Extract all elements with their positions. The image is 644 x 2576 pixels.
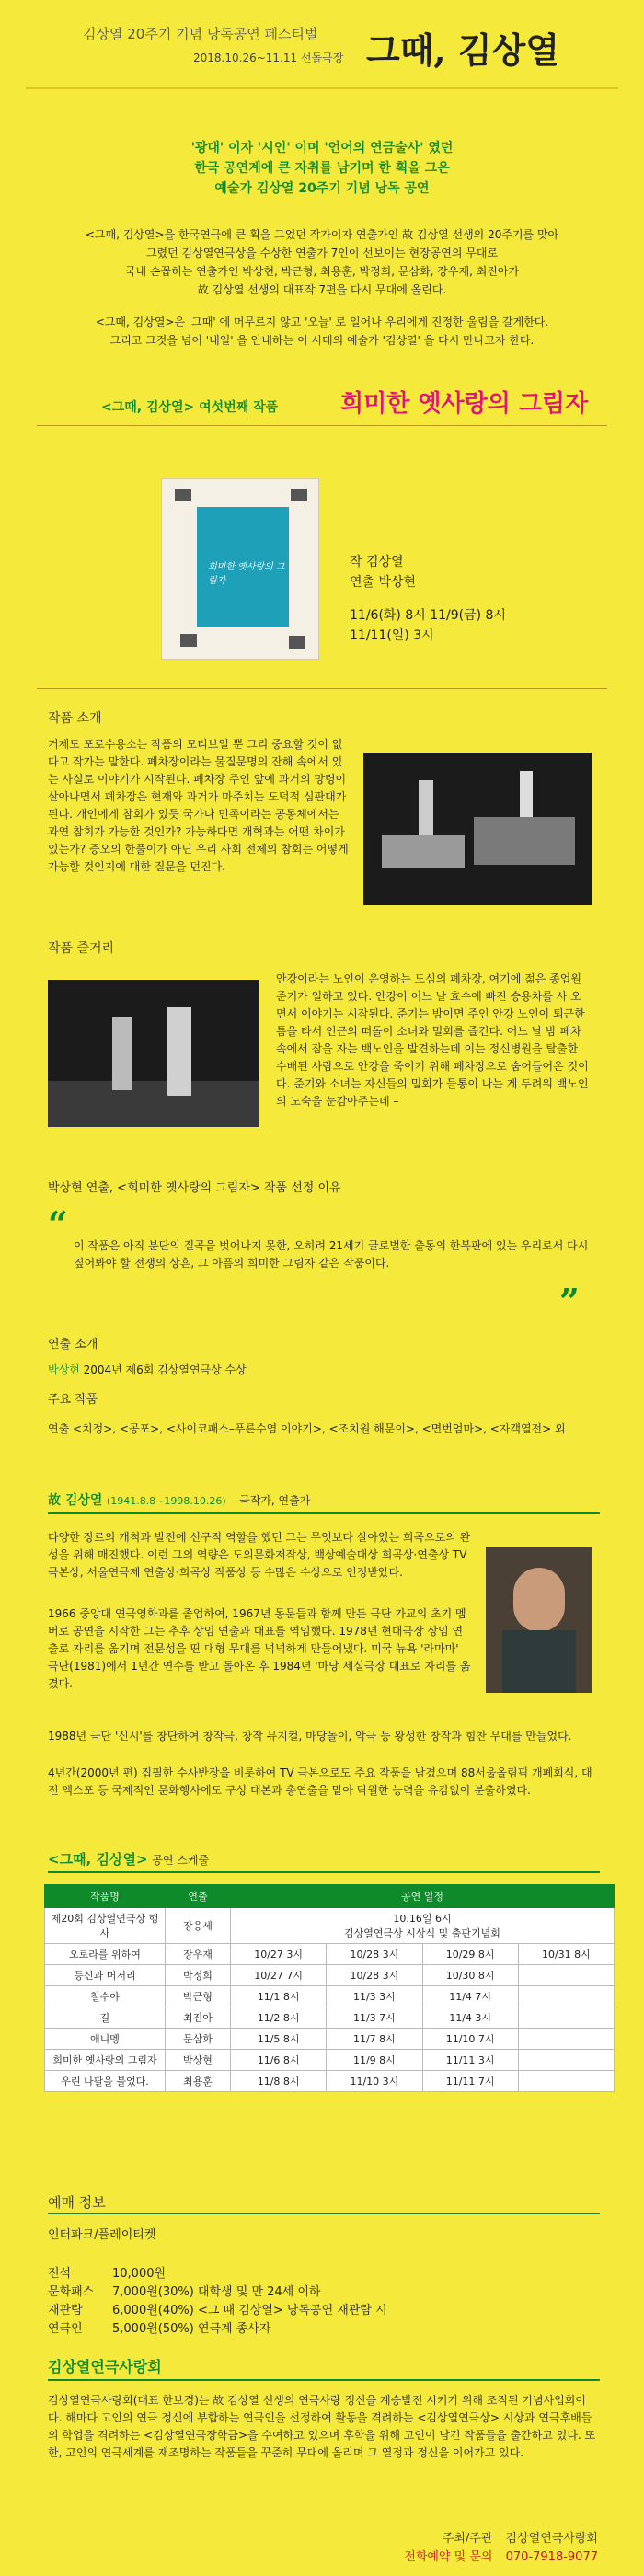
schedule-cell-director: 박상현: [166, 2050, 231, 2071]
price-label: 재관람: [48, 2304, 83, 2317]
schedule-header-director: 연출: [166, 1885, 231, 1908]
table-row: [45, 1944, 615, 1965]
price-row: [48, 2302, 387, 2320]
schedule-cell-d3: 11/11 3시: [422, 2050, 518, 2071]
schedule-cell-work: 우린 나팔을 불었다.: [45, 2071, 166, 2092]
table-row: [45, 1908, 615, 1944]
work-dates-2: 11/11(일) 3시: [350, 628, 434, 643]
contact-phone[interactable]: 070-7918-9077: [505, 2550, 598, 2564]
intro-paragraph-2: <그때, 김상열>은 '그때' 에 머무르지 않고 '오늘' 로 일어나 우리에게 진정한 울림을 갈게한다. 그리고 그것을 넘어 '내일' 을 안내하는 이 시대의 예술가 '김상열' 을 다시 만나고자 한다.: [95, 316, 549, 347]
schedule-divider: [48, 1871, 600, 1873]
schedule-cell-d1: 10/27 7시: [231, 1965, 327, 1986]
schedule-event-work: 제20회 김상열연극상 행사: [45, 1908, 166, 1944]
work-poster: [161, 478, 319, 660]
price-list: [48, 2265, 387, 2339]
director-intro-heading: 연출 소개: [48, 1338, 98, 1351]
schedule-cell-d4: [518, 2050, 614, 2071]
intro-paragraph-1: <그때, 김상열>을 한국연극에 큰 획을 그었던 작가이자 연출가인 故 김상열 선생의 20주기를 맞아 그렸던 김상열연극상을 수상한 연출가 7인이 선보이는 현장공연의 무대로 국내 손꼽히는 연출가인 박상현, 박근형, 최용훈, 박정희, 문삼화, 장우재, 최진아가 故 김상열 선생의 대표작 7편을 다시 무대에 올린다.: [85, 228, 559, 296]
memorial-p1: 다양한 장르의 개척과 발전에 선구적 역할을 했던 그는 무엇보다 살아있는 희곡으로의 완성을 위해 매진했다. 이런 그의 역량은 도의문화저작상, 백상예술대상 희곡상·연출상 TV 극본상, 서울연극제 연출상·희곡상 작품상 등 수많은 수상으로 인정받았다.: [48, 1531, 471, 1579]
schedule-cell-d4: 10/31 8시: [518, 1944, 614, 1965]
memorial-name: 故 김상열: [48, 1493, 103, 1508]
price-value: 5,000원(50%) 연극계 종사자: [112, 2322, 271, 2336]
schedule-cell-d1: 11/1 8시: [231, 1986, 327, 2007]
contact-label: 전화예약 및 문의: [404, 2550, 493, 2564]
director-award-line: [48, 1362, 247, 1379]
selection-quote: 이 작품은 아직 분단의 질곡을 벗어나지 못한, 오히려 21세기 글로벌한 출동의 한복판에 있는 우리로서 다시 짚어봐야 할 전쟁의 상흔, 그 아픔의 희미한 그림자 같은 작품이다.: [74, 1239, 589, 1270]
director-name: 박상현: [48, 1363, 80, 1376]
poster-divider: [37, 688, 607, 689]
schedule-cell-d4: [518, 2071, 614, 2092]
schedule-cell-d2: 10/28 3시: [327, 1965, 422, 1986]
schedule-cell-director: 최진아: [166, 2007, 231, 2029]
work-intro-photo: [363, 753, 592, 905]
schedule-cell-director: 박정희: [166, 1965, 231, 1986]
schedule-cell-d3: 10/30 8시: [422, 1965, 518, 1986]
schedule-cell-work: 길: [45, 2007, 166, 2029]
quote-open-icon: “: [48, 1203, 68, 1245]
schedule-cell-d4: [518, 2007, 614, 2029]
schedule-cell-d4: [518, 1965, 614, 1986]
schedule-cell-d1: 11/6 8시: [231, 2050, 327, 2071]
work-title-divider: [37, 425, 607, 426]
poster-title: 희미한 옛사랑의 그림자: [208, 562, 285, 586]
host-label: 주최/주관: [442, 2532, 493, 2546]
schedule-cell-d1: 11/5 8시: [231, 2029, 327, 2050]
schedule-cell-d3: 11/10 7시: [422, 2029, 518, 2050]
memorial-years: (1941.8.8~1998.10.26): [106, 1495, 226, 1507]
schedule-cell-d4: [518, 2029, 614, 2050]
work-title: 희미한 옛사랑의 그림자: [340, 390, 589, 418]
schedule-cell-d3: 11/4 7시: [422, 1986, 518, 2007]
price-value: 7,000원(30%) 대학생 및 만 24세 이하: [112, 2285, 321, 2299]
work-synopsis-body: 안강이라는 노인이 운영하는 도심의 폐차장, 여기에 젊은 종업원 준기가 일하고 있다. 안강이 어느 날 효수에 빠진 승용차를 사 오면서 이야기는 시작된다. 준기는 밤이면 주인 안강 노인이 퇴근한 틈을 타서 인근의 떠돌이 소녀와 밀회를 즐긴다. 어느 날 밤 폐차 속에서 잠을 자는 백노인을 발견하는데 이는 정신병원을 탈출한 수배된 사람으로 안강을 죽이기 위해 폐차장으로 숨어들어온 것이다. 준기와 소녀는 자신들의 밀회가 들통이 나는 게 두려워 백노인의 노숙을 눈감아주는데 –: [276, 972, 589, 1108]
society-divider: [48, 2379, 600, 2381]
schedule-cell-d2: 11/3 3시: [327, 1986, 422, 2007]
ticket-heading: 예매 정보: [48, 2194, 106, 2211]
schedule-cell-d3: 11/4 3시: [422, 2007, 518, 2029]
schedule-cell-director: 문삼화: [166, 2029, 231, 2050]
work-dates-1: 11/6(화) 8시 11/9(금) 8시: [350, 608, 506, 623]
festival-date: 2018.10.26~11.11 선돌극장: [193, 52, 344, 64]
major-works-list: 연출 <치정>, <공포>, <사이코패스–푸른수염 이야기>, <조치원 해문이>, <면번엄마>, <자객열전> 외: [48, 1422, 566, 1435]
festival-brand: 그때, 김상열: [366, 29, 559, 71]
ticket-site: 인터파크/플레이티켓: [48, 2228, 156, 2242]
schedule-cell-d1: 11/8 8시: [231, 2071, 327, 2092]
schedule-table-wrap: [44, 1884, 615, 2092]
work-label: <그때, 김상열> 여섯번째 작품: [101, 400, 279, 415]
schedule-cell-d2: 11/9 8시: [327, 2050, 422, 2071]
schedule-heading: [48, 1849, 209, 1869]
work-synopsis-heading: 작품 즐거리: [48, 941, 115, 956]
schedule-cell-d3: 11/11 7시: [422, 2071, 518, 2092]
memorial-p4: 4년간(2000년 편) 집필한 수사반장을 비롯하여 TV 극본으로도 주요 작품을 남겼으며 88서울올림픽 개폐회식, 대전 엑스포 등 국제적인 문화행사에도 구성 대본과 총연출을 맡아 탁월한 능력을 유감없이 분출하였다.: [48, 1766, 592, 1797]
schedule-cell-d3: 10/29 8시: [422, 1944, 518, 1965]
price-row: [48, 2265, 387, 2283]
table-row: [45, 2007, 615, 2029]
festival-subtitle: 김상열 20주기 기념 낭독공연 페스티벌: [83, 26, 318, 42]
memorial-heading: [48, 1490, 310, 1509]
selection-reason-heading: 박상현 연출, <희미한 옛사랑의 그림자> 작품 선정 이유: [48, 1181, 341, 1195]
memorial-divider: [48, 1512, 600, 1514]
schedule-cell-d4: [518, 1986, 614, 2007]
schedule-cell-director: 박근형: [166, 1986, 231, 2007]
schedule-table: [44, 1884, 615, 2092]
work-synopsis-photo: [48, 980, 259, 1127]
society-heading: 김상열연극사랑회: [48, 2358, 162, 2375]
schedule-event-detail: 10.16일 6시 김상열연극상 시상식 및 출판기념회: [231, 1908, 615, 1944]
schedule-cell-d1: 10/27 3시: [231, 1944, 327, 1965]
schedule-event-director: 장응세: [166, 1908, 231, 1944]
header-divider: [26, 87, 618, 89]
schedule-cell-d2: 11/7 8시: [327, 2029, 422, 2050]
work-director: 연출 박상현: [350, 575, 417, 590]
memorial-p3: 1988년 극단 '신시'를 창단하여 창작극, 창작 뮤지컬, 마당놀이, 악극 등 왕성한 창작과 힘찬 무대를 만들었다.: [48, 1730, 572, 1742]
schedule-cell-d2: 11/3 7시: [327, 2007, 422, 2029]
price-value: 6,000원(40%) <그 때 김상열> 낭독공연 재관람 시: [112, 2304, 387, 2317]
price-value: 10,000원: [112, 2267, 167, 2281]
footer: [350, 2530, 598, 2567]
intro-tagline: '광대' 이자 '시인' 이며 '언어의 연금술사' 였던 한국 공연계에 큰 자취를 남기며 한 획을 그은 예술가 김상열 20주기 기념 낭독 공연: [190, 141, 454, 196]
work-author: 작 김상열: [350, 555, 404, 569]
schedule-title-suffix: 공연 스케줄: [152, 1854, 210, 1867]
price-label: 문화패스: [48, 2285, 95, 2299]
schedule-cell-director: 장우재: [166, 1944, 231, 1965]
price-label: 전석: [48, 2267, 72, 2281]
work-credits: [350, 552, 506, 646]
director-award: 2004년 제6회 김상열연극상 수상: [83, 1363, 247, 1376]
table-row: [45, 2029, 615, 2050]
table-row: [45, 1986, 615, 2007]
ticket-divider: [48, 2213, 600, 2214]
schedule-cell-work: 등신과 머저리: [45, 1965, 166, 1986]
memorial-role: 극작가, 연출가: [239, 1494, 311, 1507]
work-intro-body: 거제도 포로수용소는 작품의 모티브일 뿐 그리 중요할 것이 없다고 작가는 말한다. 폐차장이라는 물질문명의 잔해 속에서 있는 사실로 이야기가 시작된다. 폐차장 주인 앞에 과거의 망령이 살아나면서 폐차장은 현재와 과거가 마주치는 도덕적 심판대가 된다. 개인에게 참회가 있듯 국가나 민족이라는 공동체에서는 과연 참회가 가능한 것인가? 가능하다면 개혁과는 어떤 차이가 있는가? 증오의 한풀이가 아닌 우리 사회 전체의 참회는 어떻게 가능할 것인지에 대한 질문을 던진다.: [48, 738, 349, 873]
schedule-cell-d2: 11/10 3시: [327, 2071, 422, 2092]
host-name: 김상열연극사랑회: [505, 2532, 598, 2546]
table-row: [45, 2050, 615, 2071]
memorial-p2: 1966 중앙대 연극영화과를 졸업하여, 1967년 동문들과 함께 만든 극단 가교의 초기 멤버로 공연을 시작한 그는 추후 상임 연출과 대표를 역임했다. 1978년 현대극장 상임 연출로 자리를 옮기며 전문성을 띤 대형 무대를 넉넉하게 만들어냈다. 미국 뉴욕 '라마마' 극단(1981)에서 1년간 연수를 받고 돌아온 후 1984년 '마당 세실극장 대표로 자리를 옮겼다.: [48, 1607, 471, 1690]
schedule-header-dates: 공연 일정: [231, 1885, 615, 1908]
table-row: [45, 2071, 615, 2092]
price-row: [48, 2320, 387, 2339]
schedule-header-work: 작품명: [45, 1885, 166, 1908]
major-works-heading: 주요 작품: [48, 1393, 98, 1407]
schedule-cell-work: 오로라를 위하여: [45, 1944, 166, 1965]
table-row: [45, 1965, 615, 1986]
schedule-cell-work: 애니멩: [45, 2029, 166, 2050]
price-row: [48, 2283, 387, 2302]
work-intro-heading: 작품 소개: [48, 711, 102, 726]
schedule-cell-work: 희미한 옛사랑의 그림자: [45, 2050, 166, 2071]
society-body: 김상열연극사랑회(대표 한보경)는 故 김상열 선생의 연극사랑 정신을 계승발전 시키기 위해 조직된 기념사업회이다. 해마다 고인의 연극 정신에 부합하는 연극인을 선정하여 활동을 격려하는 <김상열연극상> 시상과 연극후배들의 학업을 격려하는 <김상열연극장학금>을 수여하고 있으며 후학을 위해 고인이 남긴 작품들을 출간하고 있다. 또한, 고인의 연극세계를 재조명하는 작품들을 꾸준히 무대에 올리며 그 열정과 정신을 이어가고 있다.: [48, 2394, 596, 2459]
schedule-title: <그때, 김상열>: [48, 1851, 148, 1868]
schedule-cell-director: 최용훈: [166, 2071, 231, 2092]
schedule-cell-work: 철수야: [45, 1986, 166, 2007]
price-label: 연극인: [48, 2322, 83, 2336]
schedule-cell-d2: 10/28 3시: [327, 1944, 422, 1965]
schedule-cell-d1: 11/2 8시: [231, 2007, 327, 2029]
quote-close-icon: ”: [559, 1281, 580, 1322]
memorial-portrait: [486, 1547, 592, 1693]
